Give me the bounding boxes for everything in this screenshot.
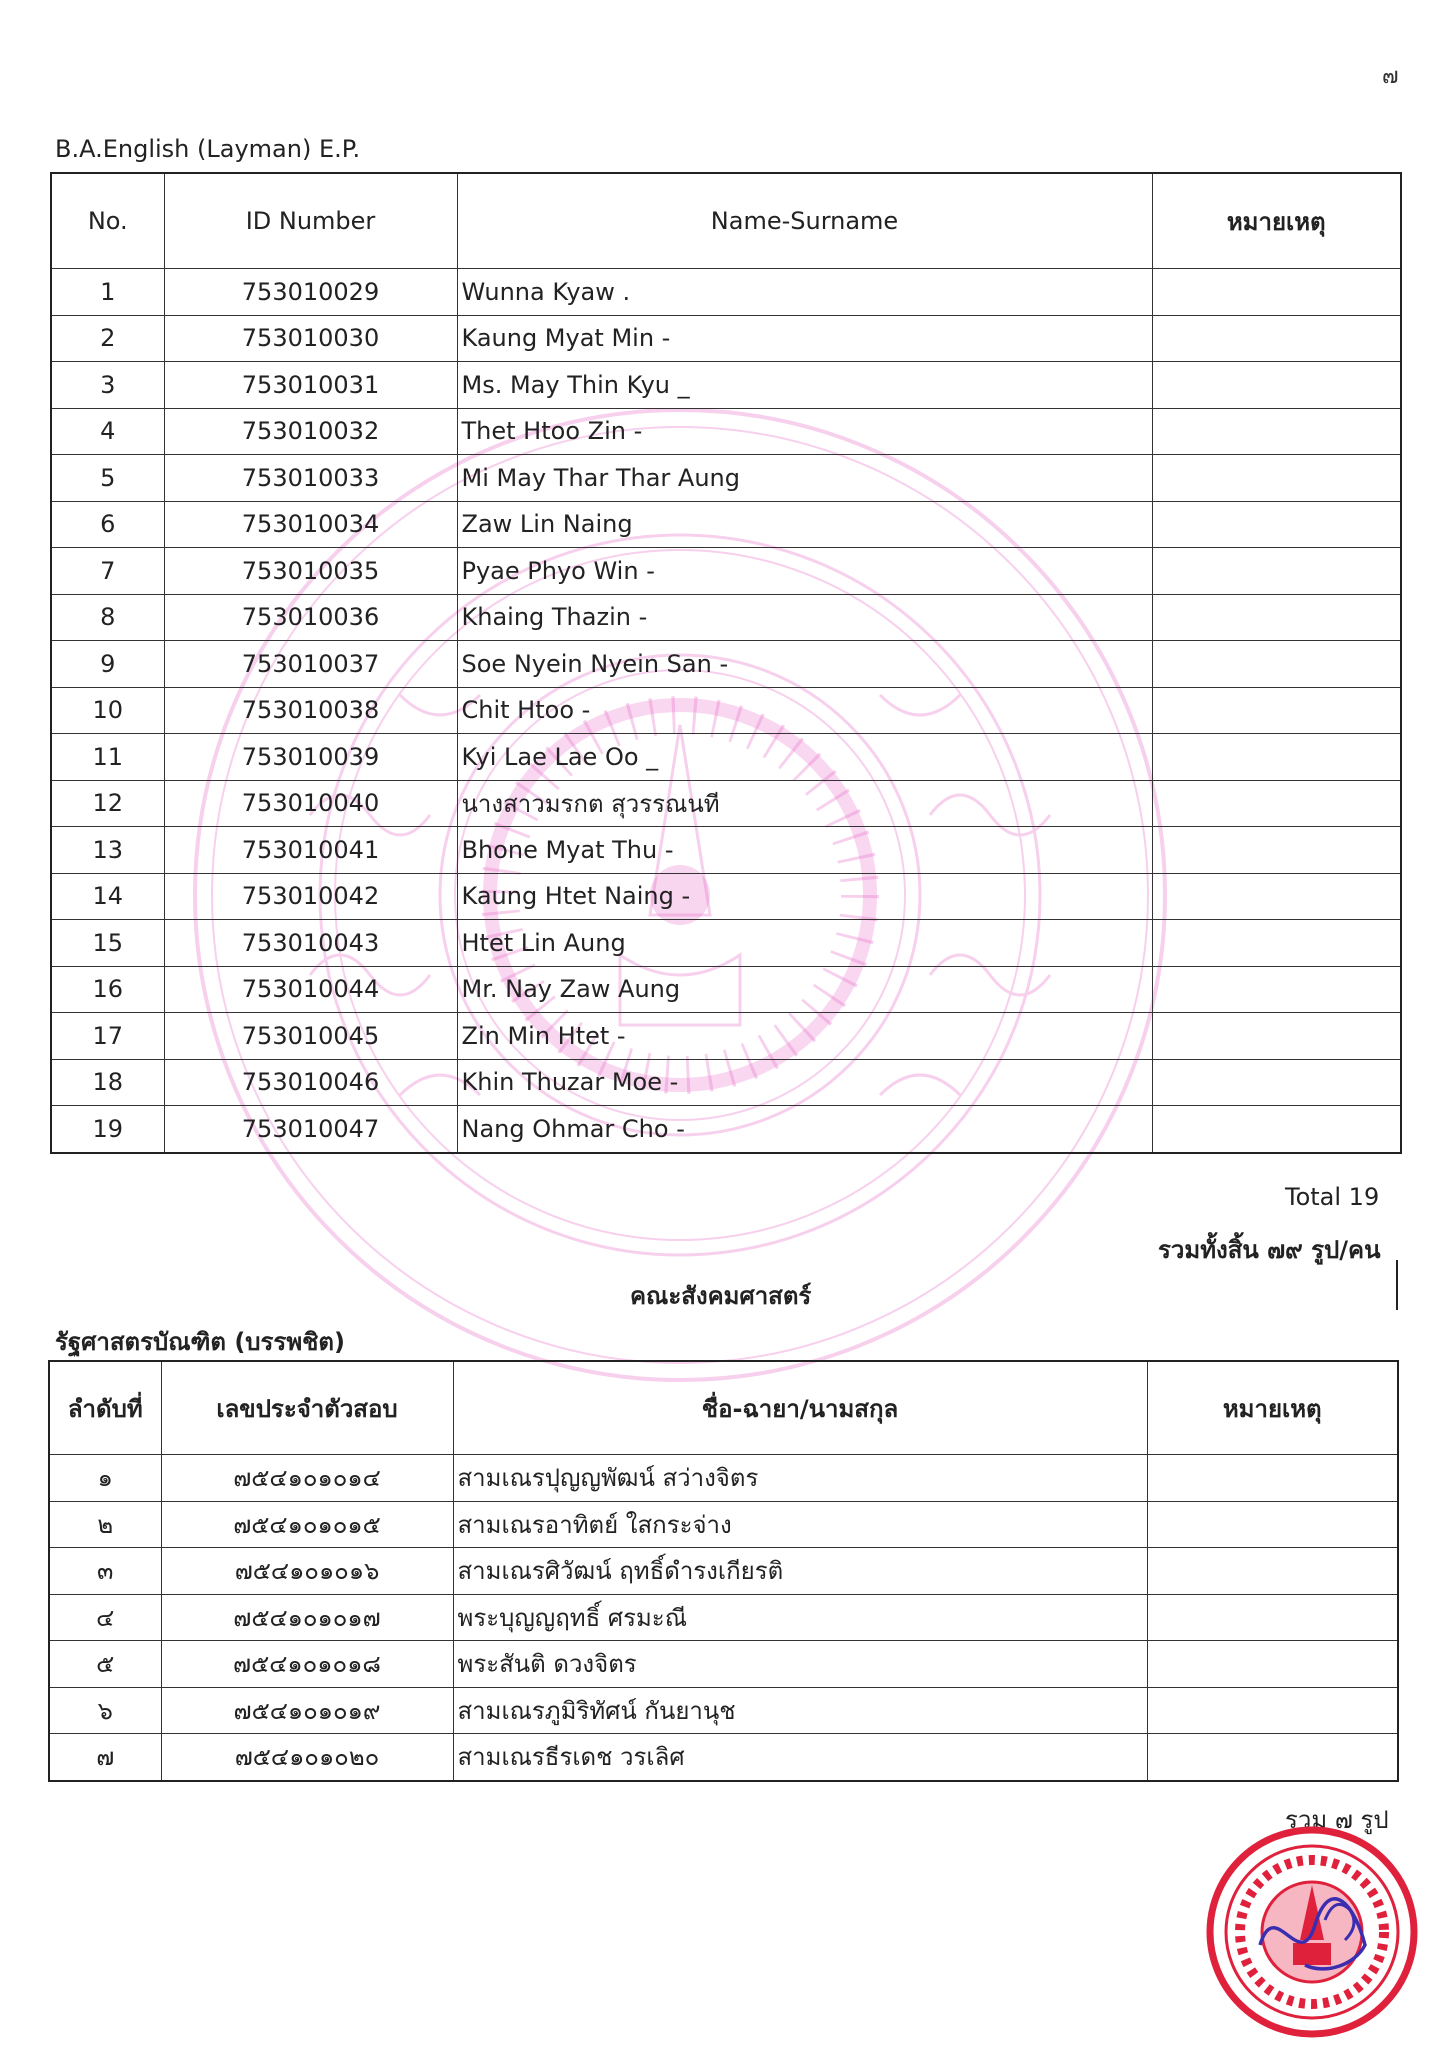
table-row (51, 734, 1401, 781)
row-name: Nang Ohmar Cho - (457, 1106, 1152, 1153)
row-remark (1152, 1106, 1401, 1153)
row-id-number: ๗๕๔๑๐๑๐๑๔ (161, 1455, 453, 1502)
row-remark (1147, 1501, 1398, 1548)
row-id-number: 753010029 (164, 269, 457, 316)
row-id-number: 753010030 (164, 315, 457, 362)
table-row (51, 780, 1401, 827)
row-number: 6 (51, 501, 164, 548)
row-remark (1147, 1455, 1398, 1502)
row-name: Kaung Myat Min - (457, 315, 1152, 362)
row-name: Mr. Nay Zaw Aung (457, 966, 1152, 1013)
row-id-number: ๗๕๔๑๐๑๐๑๙ (161, 1687, 453, 1734)
table-row (51, 1059, 1401, 1106)
row-number: 9 (51, 641, 164, 688)
table-row (51, 455, 1401, 502)
row-id-number: 753010040 (164, 780, 457, 827)
row-id-number: 753010037 (164, 641, 457, 688)
row-id-number: 753010036 (164, 594, 457, 641)
row-number: 1 (51, 269, 164, 316)
row-name: สามเณรธีรเดช วรเลิศ (453, 1734, 1147, 1781)
table-header-row (51, 173, 1401, 269)
header-name-surname: ชื่อ-ฉายา/นามสกุล (453, 1361, 1147, 1455)
row-id-number: 753010033 (164, 455, 457, 502)
row-id-number: 753010031 (164, 362, 457, 409)
row-number: 15 (51, 920, 164, 967)
header-id-number: เลขประจำตัวสอบ (161, 1361, 453, 1455)
table-row (51, 315, 1401, 362)
page-number: ๗ (1382, 64, 1399, 89)
row-remark (1147, 1734, 1398, 1781)
table-header-row (49, 1361, 1398, 1455)
row-name: สามเณรภูมิริทัศน์ กันยานุช (453, 1687, 1147, 1734)
row-remark (1147, 1594, 1398, 1641)
row-number: ๖ (49, 1687, 161, 1734)
political-science-table-body (49, 1455, 1398, 1781)
row-remark (1152, 966, 1401, 1013)
row-id-number: ๗๕๔๑๐๑๐๑๘ (161, 1641, 453, 1688)
header-remark: หมายเหตุ (1147, 1361, 1398, 1455)
row-remark (1152, 827, 1401, 874)
row-number: 19 (51, 1106, 164, 1153)
row-name: พระสันติ ดวงจิตร (453, 1641, 1147, 1688)
row-id-number: ๗๕๔๑๐๑๐๑๖ (161, 1548, 453, 1595)
row-remark (1152, 734, 1401, 781)
section1-total: Total 19 (1285, 1183, 1380, 1211)
row-remark (1152, 455, 1401, 502)
row-remark (1152, 1059, 1401, 1106)
row-name: นางสาวมรกต สุวรรณนที (457, 780, 1152, 827)
table-row (51, 827, 1401, 874)
header-remark: หมายเหตุ (1152, 173, 1401, 269)
section2-total: รวม ๗ รูป (1285, 1806, 1389, 1834)
table-row (49, 1455, 1398, 1502)
row-number: 2 (51, 315, 164, 362)
section-title-english-program: B.A.English (Layman) E.P. (55, 135, 361, 163)
table-row (51, 966, 1401, 1013)
row-id-number: 753010034 (164, 501, 457, 548)
row-name: Soe Nyein Nyein San - (457, 641, 1152, 688)
row-remark (1147, 1548, 1398, 1595)
row-remark (1147, 1687, 1398, 1734)
row-remark (1152, 548, 1401, 595)
political-science-table (48, 1360, 1399, 1782)
row-number: 16 (51, 966, 164, 1013)
row-remark (1152, 873, 1401, 920)
table-row (49, 1641, 1398, 1688)
table-row (51, 641, 1401, 688)
table-row (49, 1734, 1398, 1781)
header-no: No. (51, 173, 164, 269)
row-number: 10 (51, 687, 164, 734)
table-row (51, 269, 1401, 316)
table-row (51, 594, 1401, 641)
row-id-number: 753010041 (164, 827, 457, 874)
faculty-heading: คณะสังคมศาสตร์ (630, 1282, 812, 1310)
row-remark (1152, 1013, 1401, 1060)
row-id-number: 753010032 (164, 408, 457, 455)
row-number: 17 (51, 1013, 164, 1060)
row-name: Pyae Phyo Win - (457, 548, 1152, 595)
row-id-number: 753010047 (164, 1106, 457, 1153)
row-name: Khin Thuzar Moe - (457, 1059, 1152, 1106)
row-id-number: ๗๕๔๑๐๑๐๑๗ (161, 1594, 453, 1641)
table-row (51, 1106, 1401, 1153)
table-row (51, 362, 1401, 409)
table-row (49, 1501, 1398, 1548)
table-row (51, 501, 1401, 548)
row-id-number: 753010045 (164, 1013, 457, 1060)
row-id-number: ๗๕๔๑๐๑๐๑๕ (161, 1501, 453, 1548)
header-no: ลำดับที่ (49, 1361, 161, 1455)
row-name: Zaw Lin Naing (457, 501, 1152, 548)
row-number: 3 (51, 362, 164, 409)
row-id-number: 753010046 (164, 1059, 457, 1106)
row-name: Kyi Lae Lae Oo _ (457, 734, 1152, 781)
row-id-number: 753010043 (164, 920, 457, 967)
row-number: 5 (51, 455, 164, 502)
row-remark (1152, 641, 1401, 688)
table-row (49, 1687, 1398, 1734)
row-id-number: 753010039 (164, 734, 457, 781)
row-name: สามเณรศิวัฒน์ ฤทธิ์ดำรงเกียรติ (453, 1548, 1147, 1595)
row-name: Mi May Thar Thar Aung (457, 455, 1152, 502)
row-id-number: 753010035 (164, 548, 457, 595)
table-row (51, 408, 1401, 455)
row-number: ๓ (49, 1548, 161, 1595)
row-name: Ms. May Thin Kyu _ (457, 362, 1152, 409)
row-number: 4 (51, 408, 164, 455)
table-row (51, 920, 1401, 967)
row-number: ๒ (49, 1501, 161, 1548)
row-name: Chit Htoo - (457, 687, 1152, 734)
row-number: 11 (51, 734, 164, 781)
row-id-number: ๗๕๔๑๐๑๐๒๐ (161, 1734, 453, 1781)
row-remark (1152, 362, 1401, 409)
row-number: ๔ (49, 1594, 161, 1641)
row-remark (1147, 1641, 1398, 1688)
row-number: 12 (51, 780, 164, 827)
row-name: Htet Lin Aung (457, 920, 1152, 967)
header-name-surname: Name-Surname (457, 173, 1152, 269)
row-name: Kaung Htet Naing - (457, 873, 1152, 920)
row-number: 14 (51, 873, 164, 920)
table-row (49, 1548, 1398, 1595)
table-row (49, 1594, 1398, 1641)
table-row (51, 1013, 1401, 1060)
row-remark (1152, 501, 1401, 548)
row-remark (1152, 315, 1401, 362)
row-remark (1152, 780, 1401, 827)
row-remark (1152, 920, 1401, 967)
english-program-table-body (51, 269, 1401, 1153)
row-name: Thet Htoo Zin - (457, 408, 1152, 455)
row-number: 18 (51, 1059, 164, 1106)
margin-rule (1396, 1260, 1398, 1310)
row-name: Bhone Myat Thu - (457, 827, 1152, 874)
row-remark (1152, 408, 1401, 455)
row-number: 7 (51, 548, 164, 595)
official-stamp (1205, 1825, 1420, 2040)
row-name: Khaing Thazin - (457, 594, 1152, 641)
row-name: สามเณรอาทิตย์ ใสกระจ่าง (453, 1501, 1147, 1548)
row-number: 13 (51, 827, 164, 874)
row-number: ๕ (49, 1641, 161, 1688)
header-id-number: ID Number (164, 173, 457, 269)
row-number: ๑ (49, 1455, 161, 1502)
row-remark (1152, 594, 1401, 641)
row-id-number: 753010038 (164, 687, 457, 734)
english-program-table (50, 172, 1402, 1154)
table-row (51, 873, 1401, 920)
row-remark (1152, 687, 1401, 734)
table-row (51, 687, 1401, 734)
row-id-number: 753010044 (164, 966, 457, 1013)
row-number: 8 (51, 594, 164, 641)
row-remark (1152, 269, 1401, 316)
row-name: Wunna Kyaw . (457, 269, 1152, 316)
table-row (51, 548, 1401, 595)
row-id-number: 753010042 (164, 873, 457, 920)
row-name: พระบุญญฤทธิ์ ศรมะณี (453, 1594, 1147, 1641)
section-title-political-science: รัฐศาสตรบัณฑิต (บรรพชิต) (55, 1328, 345, 1356)
row-name: สามเณรปุญญพัฒน์ สว่างจิตร (453, 1455, 1147, 1502)
row-number: ๗ (49, 1734, 161, 1781)
grand-total: รวมทั้งสิ้น ๗๙ รูป/คน (1158, 1236, 1381, 1264)
row-name: Zin Min Htet - (457, 1013, 1152, 1060)
